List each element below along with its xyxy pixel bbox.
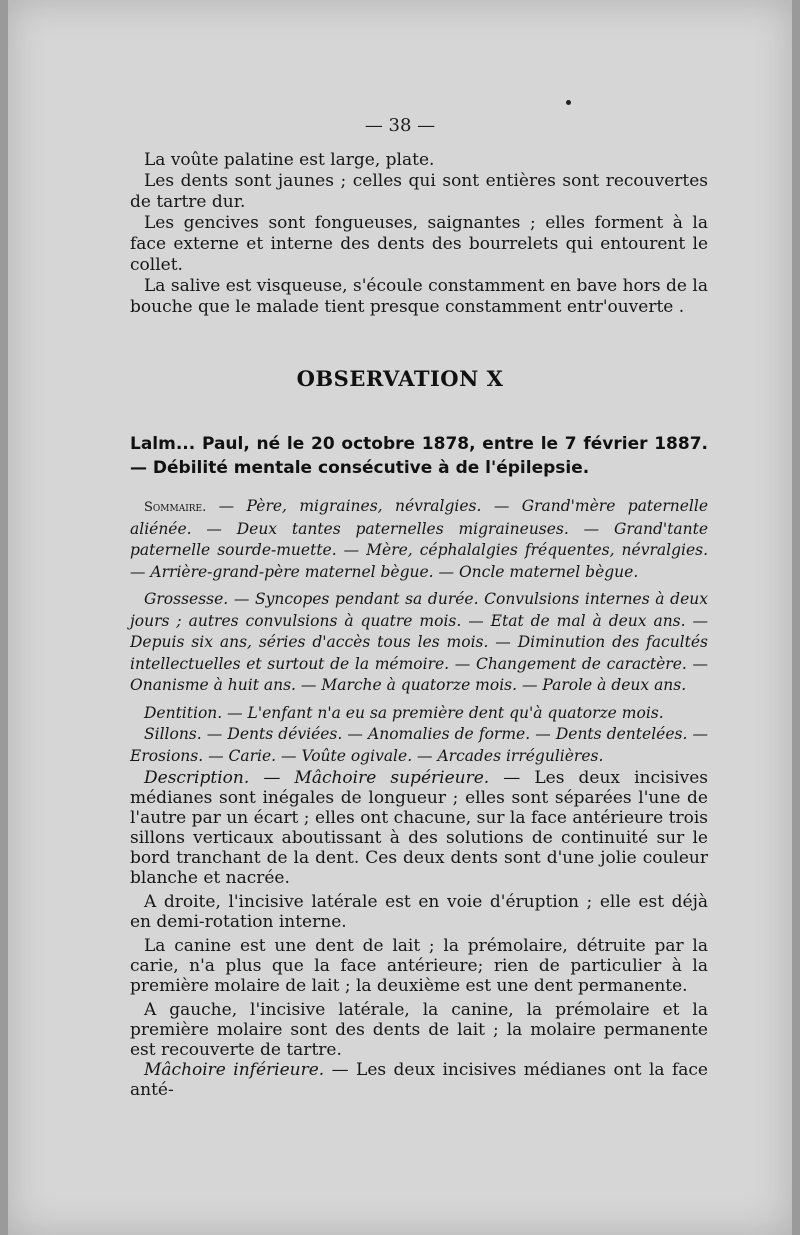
paragraph: Les gencives sont fongueuses, saignantes ; elles forment à la face externe et interne des dents des bourrelets qui entourent le collet. <box>130 213 708 275</box>
description-p1: — Les deux incisives médianes sont inégales de longueur ; elles sont séparées l'une de l'autre par un écart ; elles ont chacune, sur la face antérieure trois sillons verticaux aboutissant à des solutions de continuité sur le bord tranchant de la dent. Ces deux dents sont d'une jolie couleur blanche et nacrée. <box>130 768 708 888</box>
paragraph: La salive est visqueuse, s'écoule constamment en bave hors de la bouche que le malade tient presque constamment entr'ouverte . <box>130 276 708 317</box>
ink-spot <box>566 100 571 105</box>
paragraph: La voûte palatine est large, plate. <box>144 150 435 170</box>
description-p4: A gauche, l'incisive latérale, la canine, la prémolaire et la première molaire sont des dents de lait ; la molaire permanente est recouverte de tartre. <box>130 1000 708 1060</box>
description-p3: La canine est une dent de lait ; la prémolaire, détruite par la carie, n'a plus que la face antérieure; rien de particulier à la première molaire de lait ; la deuxième est une dent permanente. <box>130 936 708 996</box>
top-text <box>130 150 708 318</box>
page-number: — 38 — <box>364 115 436 136</box>
case-title: Lalm... Paul, né le 20 octobre 1878, entre le 7 février 1887. — Débilité mentale consécutive à de l'épilepsie. <box>130 434 708 478</box>
description <box>130 768 708 1100</box>
paragraph: Les dents sont jaunes ; celles qui sont entières sont recouvertes de tartre dur. <box>130 171 708 212</box>
description-lead: Description. — Mâchoire supérieure. <box>144 768 490 788</box>
description-p2: A droite, l'incisive latérale est en voie d'éruption ; elle est déjà en demi-rotation interne. <box>130 892 708 932</box>
summary-label: Sommaire. <box>144 500 207 515</box>
summary <box>130 496 708 767</box>
description-p5: — Les deux incisives médianes ont la face anté- <box>130 1060 708 1100</box>
book-page <box>8 0 792 1235</box>
summary-sillons: Sillons. — Dents déviées. — Anomalies de forme. — Dents dentelées. — Erosions. — Carie. — Voûte ogivale. — Arcades irrégulières. <box>130 725 708 765</box>
summary-grossesse: Grossesse. — Syncopes pendant sa durée. Convulsions internes à deux jours ; autres convulsions à quatre mois. — Etat de mal à deux ans. — Depuis six ans, séries d'accès tous les mois. — Diminution des facultés intellectuelles et surtout de la mémoire. — Changement de caractère. — Onanisme à huit ans. — Marche à quatorze mois. — Parole à deux ans. <box>130 590 708 694</box>
summary-family: — Père, migraines, névralgies. — Grand'mère paternelle aliénée. — Deux tantes paternelles migraineuses. — Grand'tante paternelle sourde-muette. — Mère, céphalalgies fréquentes, névralgies. — Arrière-grand-père maternel bègue. — Oncle maternel bègue. <box>130 497 708 581</box>
observation-title: OBSERVATION X <box>296 366 504 391</box>
description-lead2: Mâchoire inférieure. <box>144 1060 325 1080</box>
summary-dentition: Dentition. — L'enfant n'a eu sa première dent qu'à quatorze mois. <box>144 703 664 722</box>
